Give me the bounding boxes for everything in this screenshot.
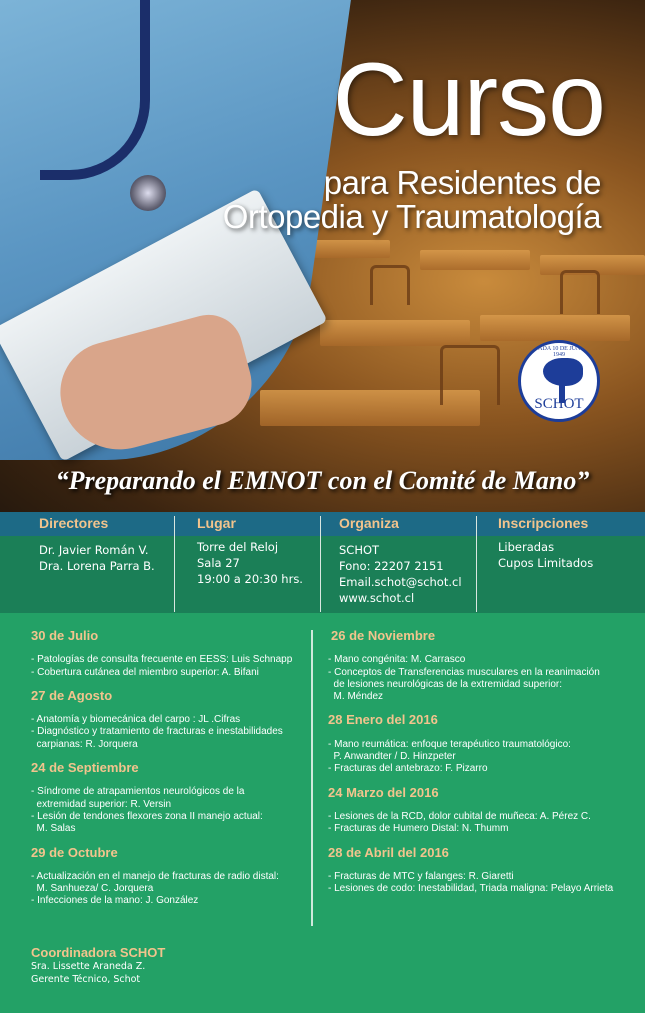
info-heading: Directores — [39, 515, 109, 531]
session-item: - Lesiones de codo: Inestabilidad, Triada maligna: Pelayo Arrieta — [328, 883, 614, 895]
session-item: - Síndrome de atrapamientos neurológicos de la extremidad superior: R. Versin — [31, 786, 245, 810]
session-item: - Patologías de consulta frecuente en EESS: Luis Schnapp — [31, 654, 293, 666]
session-item: - Lesión de tendones flexores zona II manejo actual: M. Salas — [31, 810, 263, 835]
coordinator — [31, 945, 165, 986]
session-item: - Fracturas del antebrazo: F. Pizarro — [328, 763, 488, 775]
info-line: Cupos Limitados — [498, 556, 594, 570]
subtitle-line-2: Ortopedia y Traumatología — [222, 198, 601, 235]
logo-ring-text: FUNDADA 10 DE JUNIO DE 1949 — [521, 346, 597, 358]
info-heading: Inscripciones — [498, 515, 589, 531]
session-date: 28 Enero del 2016 — [328, 712, 438, 728]
session-item: - Fracturas de MTC y falanges: R. Giaretti — [328, 870, 514, 882]
schedule-divider — [311, 630, 313, 926]
session-date: 26 de Noviembre — [331, 628, 436, 643]
schedule-right — [328, 630, 613, 906]
course-title: Curso — [332, 42, 605, 158]
info-heading: Organiza — [339, 515, 399, 531]
session — [328, 630, 613, 703]
session — [31, 630, 292, 679]
subtitle-line-1: para Residentes de — [323, 164, 601, 201]
info-line: SCHOT — [339, 543, 380, 557]
info-heading: Lugar — [197, 515, 236, 531]
info-lugar — [197, 512, 303, 612]
session-item: - Mano reumática: enfoque terapéutico traumatológico: P. Anwandter / D. Hinzpeter — [328, 738, 571, 763]
session-item: - Mano congénita: M. Carrasco — [328, 654, 466, 666]
website-link[interactable]: www.schot.cl — [339, 591, 415, 605]
stethoscope-head-icon — [130, 175, 166, 211]
coordinator-role: Gerente Técnico, Schot — [31, 974, 141, 985]
session-item: - Diagnóstico y tratamiento de fracturas e inestabilidades carpianas: R. Jorquera — [31, 726, 283, 750]
schedule-left — [31, 630, 292, 919]
session — [31, 762, 292, 835]
coordinator-heading: Coordinadora SCHOT — [31, 945, 166, 960]
info-line: Sala 27 — [197, 556, 240, 570]
divider — [174, 516, 175, 612]
phone: Fono: 22207 2151 — [339, 559, 444, 573]
session-date: 27 de Agosto — [31, 687, 113, 703]
info-line: Dra. Lorena Parra B. — [39, 559, 155, 573]
info-directores — [39, 512, 155, 612]
session — [31, 844, 292, 908]
session — [31, 687, 292, 751]
info-organiza — [339, 512, 462, 612]
session-item: - Cobertura cutánea del miembro superior: A. Bifani — [31, 666, 259, 678]
info-line: Liberadas — [498, 540, 555, 554]
session — [328, 714, 613, 775]
session — [328, 844, 614, 896]
coordinator-name: Sra. Lissette Araneda Z. — [31, 961, 146, 972]
slogan: “Preparando el EMNOT con el Comité de Mano” — [55, 466, 590, 495]
info-inscripciones — [498, 512, 593, 612]
session-item: - Anatomía y biomecánica del carpo : JL .Cifras — [31, 714, 241, 726]
info-line: Torre del Reloj — [197, 540, 279, 554]
session-date: 24 Marzo del 2016 — [328, 784, 439, 800]
session-date: 30 de Julio — [31, 628, 99, 643]
info-line: Dr. Javier Román V. — [39, 543, 149, 557]
session-item: - Lesiones de la RCD, dolor cubital de muñeca: A. Pérez C. — [328, 810, 591, 822]
session-item: - Fracturas de Humero Distal: N. Thumm — [328, 823, 509, 835]
divider — [476, 516, 477, 612]
session-date: 29 de Octubre — [31, 844, 118, 860]
session — [328, 784, 613, 836]
schot-logo — [518, 340, 600, 422]
session-item: - Infecciones de la mano: J. González — [31, 895, 199, 907]
session-date: 28 de Abril del 2016 — [328, 844, 449, 860]
divider — [320, 516, 321, 612]
info-line: 19:00 a 20:30 hrs. — [197, 572, 303, 586]
session-item: - Actualización en el manejo de fracturas de radio distal: M. Sanhueza/ C. Jorquera — [31, 870, 279, 895]
session-date: 24 de Septiembre — [31, 760, 139, 776]
logo-name: SCHOT — [534, 396, 584, 412]
email-link[interactable]: Email.schot@schot.cl — [339, 575, 462, 589]
session-item: - Conceptos de Transferencias musculares en la reanimación de lesiones neurológicas de la extremidad superior: M. Méndez — [328, 666, 600, 703]
